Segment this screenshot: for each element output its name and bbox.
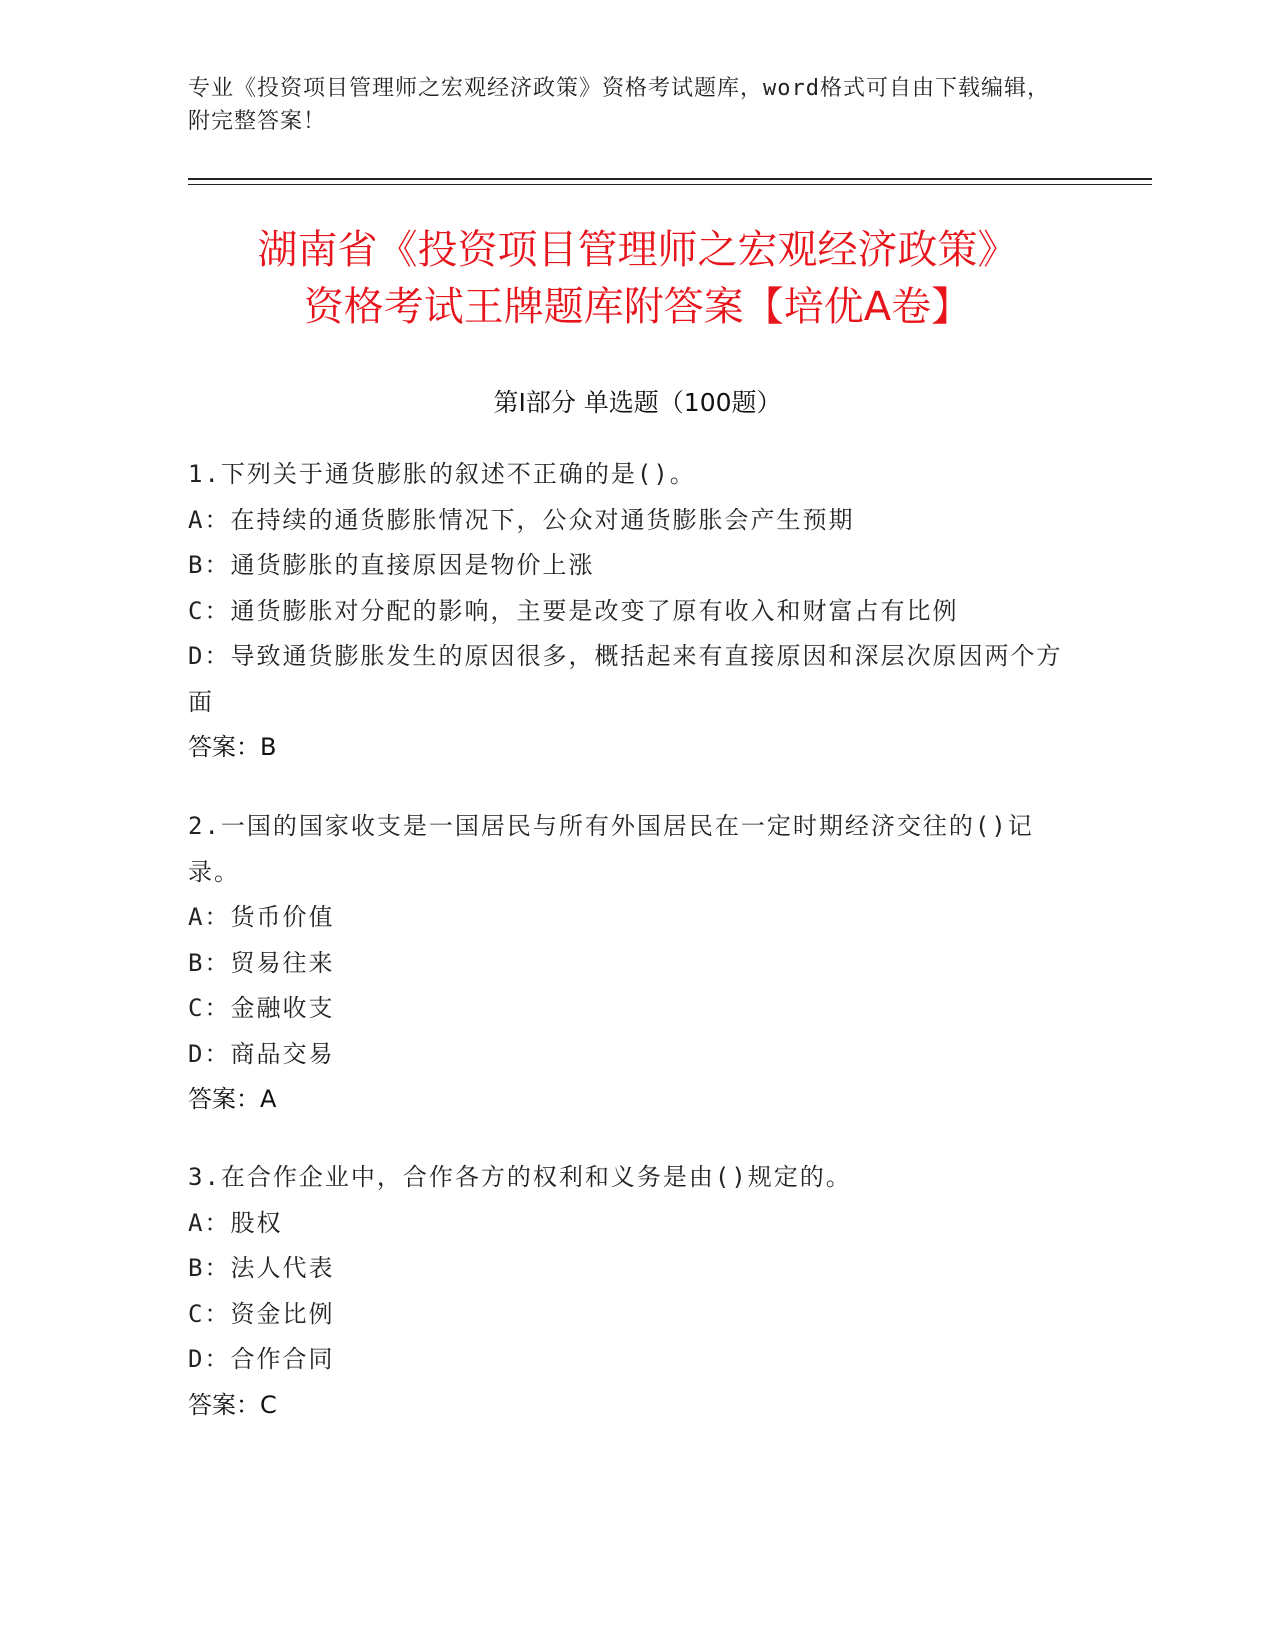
option-a: A：股权 [188,1208,283,1237]
document-title-line-1: 湖南省《投资项目管理师之宏观经济政策》 [257,227,1018,273]
header-note: 专业《投资项目管理师之宏观经济政策》资格考试题库，word格式可自由下载编辑，附完整答案！ [188,76,1050,134]
option-c: C：金融收支 [188,994,335,1022]
question-stem: 1.下列关于通货膨胀的叙述不正确的是()。 [188,460,696,488]
option-a: A：在持续的通货膨胀情况下，公众对通货膨胀会产生预期 [188,505,855,534]
question-1 [188,452,1068,771]
question-stem: 2.一国的国家收支是一国居民与所有外国居民在一定时期经济交往的()记录。 [188,812,1034,886]
option-c: C：资金比例 [188,1299,335,1328]
header-divider-thin [188,184,1152,185]
option-d: D：商品交易 [188,1039,335,1068]
answer: 答案：A [188,1085,277,1113]
answer: 答案：C [188,1390,277,1419]
answer: 答案：B [188,733,277,761]
question-stem: 3.在合作企业中，合作各方的权利和义务是由()规定的。 [188,1163,852,1191]
option-d: D：合作合同 [188,1345,335,1373]
document-title [140,222,1135,336]
option-b: B：贸易往来 [188,948,335,977]
question-3 [188,1155,1068,1428]
option-b: B：法人代表 [188,1254,335,1282]
header-divider-thick [188,178,1152,180]
option-c: C：通货膨胀对分配的影响，主要是改变了原有收入和财富占有比例 [188,596,959,625]
document-title-line-2: 资格考试王牌题库附答案【培优A卷】 [303,284,972,330]
section-title: 第Ⅰ部分 单选题（100题） [493,388,782,417]
question-2 [188,804,1068,1123]
option-a: A：货币价值 [188,903,335,931]
option-b: B：通货膨胀的直接原因是物价上涨 [188,551,595,579]
option-d: D：导致通货膨胀发生的原因很多，概括起来有直接原因和深层次原因两个方面 [188,642,1063,716]
